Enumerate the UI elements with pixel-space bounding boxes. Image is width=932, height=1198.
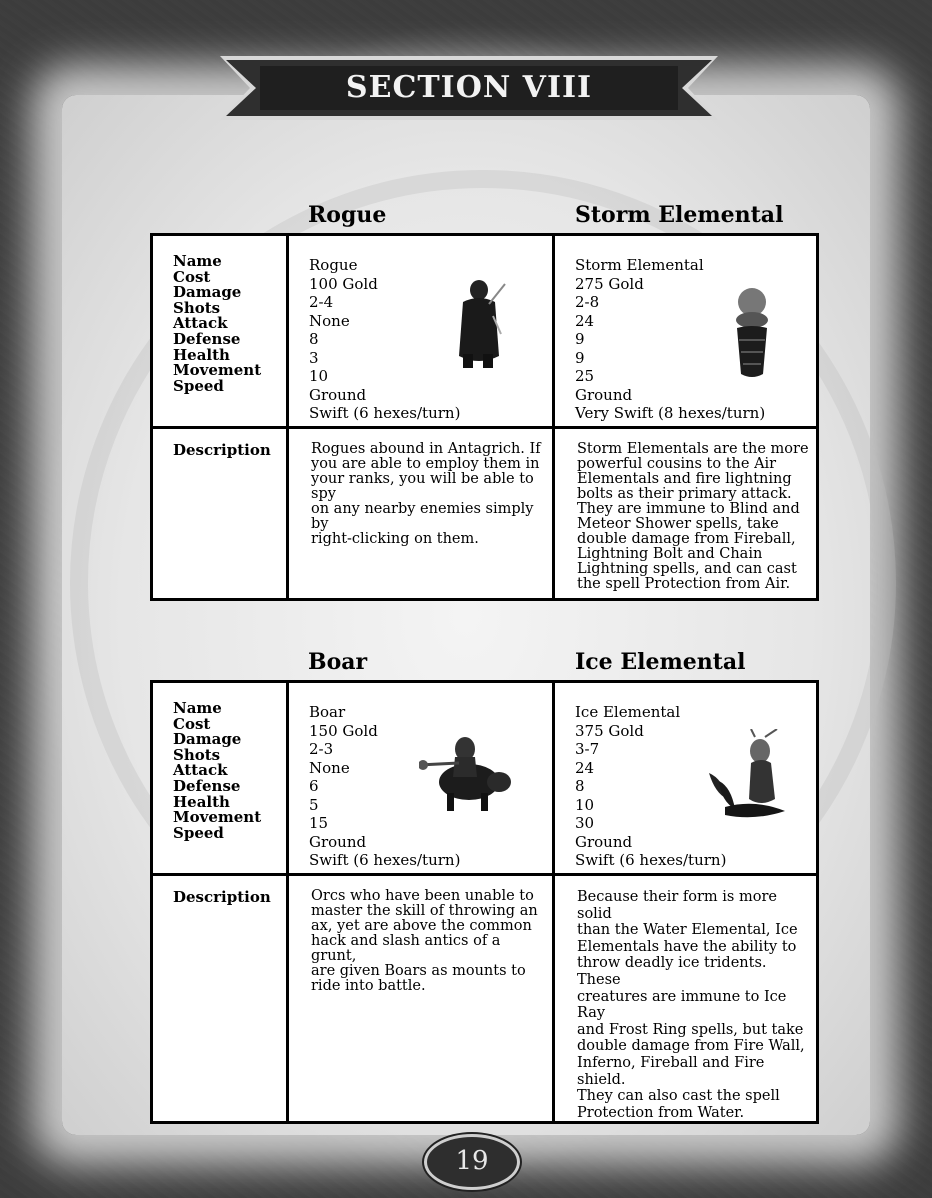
stat-value: 24 xyxy=(575,758,595,777)
description-line: Storm Elementals are the more xyxy=(577,441,809,457)
stat-value: 10 xyxy=(309,367,329,385)
description-line: you are able to employ them in xyxy=(311,456,540,472)
stat-value: 30 xyxy=(575,814,595,832)
unit-heading-storm-elemental: Storm Elemental xyxy=(575,202,784,228)
section-banner xyxy=(220,52,718,124)
stat-value: 150 Gold xyxy=(309,721,378,740)
stat-value: 8 xyxy=(575,777,585,795)
stat-value: 9 xyxy=(575,348,585,367)
stat-value: Swift (6 hexes/turn) xyxy=(575,851,727,869)
label-damage: Damage xyxy=(173,730,242,749)
label-attack: Attack xyxy=(173,314,228,333)
boar-stats-cell xyxy=(288,682,554,875)
label-name: Name xyxy=(173,699,222,717)
stat-value: Very Swift (8 hexes/turn) xyxy=(575,404,766,422)
label-description: Description xyxy=(173,888,271,906)
label-health: Health xyxy=(173,345,230,364)
label-defense: Defense xyxy=(173,776,241,795)
stat-value: 24 xyxy=(575,311,595,330)
description-line: throw deadly ice tridents. These xyxy=(577,955,767,988)
label-cost: Cost xyxy=(173,714,211,733)
description-line: Because their form is more solid xyxy=(577,889,777,922)
description-line: hack and slash antics of a grunt, xyxy=(311,933,501,964)
stat-value: 275 Gold xyxy=(575,274,644,293)
label-attack: Attack xyxy=(173,761,228,780)
label-movement: Movement xyxy=(173,808,262,827)
boar-description-cell xyxy=(288,875,554,1123)
label-cost: Cost xyxy=(173,267,211,286)
ice-elemental-icon xyxy=(705,729,790,821)
stat-value: Storm Elemental xyxy=(575,256,704,274)
stat-value: 2-8 xyxy=(575,293,600,311)
label-movement: Movement xyxy=(173,361,262,380)
stat-value: Swift (6 hexes/turn) xyxy=(309,404,461,422)
stat-value: Ground xyxy=(575,385,633,404)
description-line: the spell Protection from Air. xyxy=(577,576,791,592)
description-line: Elementals have the ability to xyxy=(577,938,797,955)
storm-elemental-description-cell xyxy=(554,428,818,600)
stat-value: 8 xyxy=(309,330,319,348)
description-line: Meteor Shower spells, take xyxy=(577,516,779,532)
unit-heading-rogue: Rogue xyxy=(308,202,387,228)
description-line: Elementals and fire lightning xyxy=(577,471,792,487)
stat-value: Ground xyxy=(309,832,367,851)
description-line: Rogues abound in Antagrich. If xyxy=(311,441,541,457)
label-speed: Speed xyxy=(173,823,224,842)
description-line: master the skill of throwing an xyxy=(311,903,538,919)
stat-value: 5 xyxy=(309,795,319,814)
stat-value: 10 xyxy=(575,795,595,814)
section-title: SECTION VIII xyxy=(345,70,593,105)
description-line: ride into battle. xyxy=(311,978,426,994)
stat-value: 3 xyxy=(309,348,319,367)
unit-stats-table-1 xyxy=(150,233,819,601)
label-damage: Damage xyxy=(173,283,242,302)
stat-value: 9 xyxy=(575,330,585,348)
unit-heading-boar: Boar xyxy=(308,649,368,675)
description-line: Inferno, Fireball and Fire shield. xyxy=(577,1054,765,1088)
stat-value: Swift (6 hexes/turn) xyxy=(309,851,461,869)
description-line: on any nearby enemies simply by xyxy=(311,501,534,532)
description-line: than the Water Elemental, Ice xyxy=(577,922,798,939)
storm-elemental-icon xyxy=(727,284,777,379)
label-shots: Shots xyxy=(173,745,221,764)
stat-value: Rogue xyxy=(309,256,358,274)
stat-value: None xyxy=(309,311,350,330)
stat-value: 6 xyxy=(309,777,319,795)
ice-elemental-description-cell xyxy=(554,875,818,1123)
description-line: are given Boars as mounts to xyxy=(311,963,526,979)
description-line: creatures are immune to Ice Ray xyxy=(577,988,787,1022)
storm-elemental-stats-cell xyxy=(554,235,818,428)
description-line: right-clicking on them. xyxy=(311,531,479,547)
rogue-description xyxy=(289,429,552,547)
ice-elemental-description xyxy=(555,876,816,1121)
boar-rider-icon xyxy=(419,727,514,817)
label-shots: Shots xyxy=(173,298,221,317)
stat-value: Ice Elemental xyxy=(575,703,681,721)
label-defense: Defense xyxy=(173,329,241,348)
label-speed: Speed xyxy=(173,376,224,395)
stat-value: Ground xyxy=(575,832,633,851)
stat-value: 15 xyxy=(309,814,329,832)
stat-value: 2-3 xyxy=(309,740,334,758)
boar-description xyxy=(289,876,552,994)
description-line: Protection from Water. xyxy=(577,1104,745,1121)
stat-value: 100 Gold xyxy=(309,274,378,293)
stat-value: None xyxy=(309,758,350,777)
description-line: powerful cousins to the Air xyxy=(577,456,777,472)
description-line: and Frost Ring spells, but take xyxy=(577,1021,804,1038)
stat-labels-cell xyxy=(152,235,288,428)
description-line: ax, yet are above the common xyxy=(311,918,532,934)
description-line: Lightning Bolt and Chain xyxy=(577,546,763,562)
description-label-cell xyxy=(152,875,288,1123)
rogue-stats-cell xyxy=(288,235,554,428)
ice-elemental-stats-cell xyxy=(554,682,818,875)
stat-value: 25 xyxy=(575,367,595,385)
page-number: 19 xyxy=(424,1134,520,1190)
storm-elemental-description xyxy=(555,429,816,592)
description-label-cell xyxy=(152,428,288,600)
description-line: bolts as their primary attack. xyxy=(577,486,792,502)
description-line: double damage from Fireball, xyxy=(577,531,796,547)
stat-value: 2-4 xyxy=(309,293,334,311)
label-description: Description xyxy=(173,441,271,459)
stat-value: Boar xyxy=(309,703,346,721)
description-line: They can also cast the spell xyxy=(577,1088,780,1105)
label-name: Name xyxy=(173,252,222,270)
stat-value: 3-7 xyxy=(575,740,600,758)
unit-stats-table-2 xyxy=(150,680,819,1124)
unit-heading-ice-elemental: Ice Elemental xyxy=(575,649,746,675)
stat-labels-cell xyxy=(152,682,288,875)
description-line: Orcs who have been unable to xyxy=(311,888,534,904)
stat-value: 375 Gold xyxy=(575,721,644,740)
description-line: They are immune to Blind and xyxy=(577,501,800,517)
rogue-description-cell xyxy=(288,428,554,600)
description-line: Lightning spells, and can cast xyxy=(577,561,797,577)
stat-value: Ground xyxy=(309,385,367,404)
description-line: your ranks, you will be able to spy xyxy=(311,471,534,502)
label-health: Health xyxy=(173,792,230,811)
rogue-figure-icon xyxy=(449,276,509,371)
description-line: double damage from Fire Wall, xyxy=(577,1038,805,1055)
